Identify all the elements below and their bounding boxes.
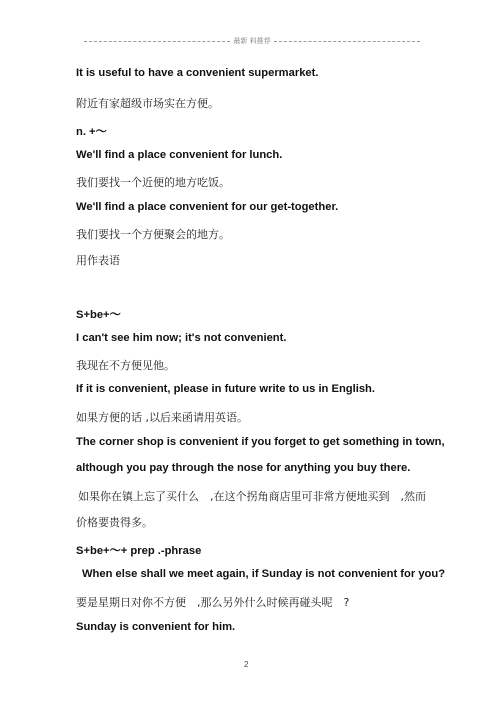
text-line: I can't see him now; it's not convenient. xyxy=(76,332,287,344)
page-number: 2 xyxy=(244,660,249,669)
text-line: It is useful to have a convenient supermarket. xyxy=(76,67,319,79)
text-line: We'll find a place convenient for our get-together. xyxy=(76,201,339,213)
text-line: If it is convenient, please in future write to us in English. xyxy=(76,383,375,395)
header-text: 最新 料推荐 xyxy=(233,37,271,45)
text-line: S+be+～+ prep .-phrase xyxy=(76,545,202,557)
text-line: 价格要贵得多。 xyxy=(76,516,153,529)
text-line: 附近有家超级市场实在方便。 xyxy=(76,97,219,110)
text-line: Sunday is convenient for him. xyxy=(76,621,236,633)
text-line: The corner shop is convenient if you forget to get something in town, xyxy=(76,436,445,448)
text-line: 如果方便的话 ,以后来函请用英语。 xyxy=(76,411,248,424)
text-line: We'll find a place convenient for lunch. xyxy=(76,149,283,161)
text-line: 我们要找一个方便聚会的地方。 xyxy=(76,228,230,241)
text-line: 我现在不方便见他。 xyxy=(76,359,175,372)
text-line: 用作表语 xyxy=(76,254,120,267)
text-line: 如果你在镇上忘了买什么 ,在这个拐角商店里可非常方便地买到 ,然而 xyxy=(78,490,426,503)
text-line: When else shall we meet again, if Sunday is not convenient for you? xyxy=(82,568,446,580)
header-rule-left xyxy=(84,41,230,42)
header-rule-right xyxy=(274,41,420,42)
text-line: 我们要找一个近便的地方吃饭。 xyxy=(76,176,230,189)
text-line: 要是星期日对你不方便 ,那么另外什么时候再碰头呢 ? xyxy=(76,596,350,609)
text-line: n. +～ xyxy=(76,126,107,138)
page-header xyxy=(84,34,420,48)
text-line: although you pay through the nose for anything you buy there. xyxy=(76,462,411,474)
text-line: S+be+～ xyxy=(76,309,121,321)
